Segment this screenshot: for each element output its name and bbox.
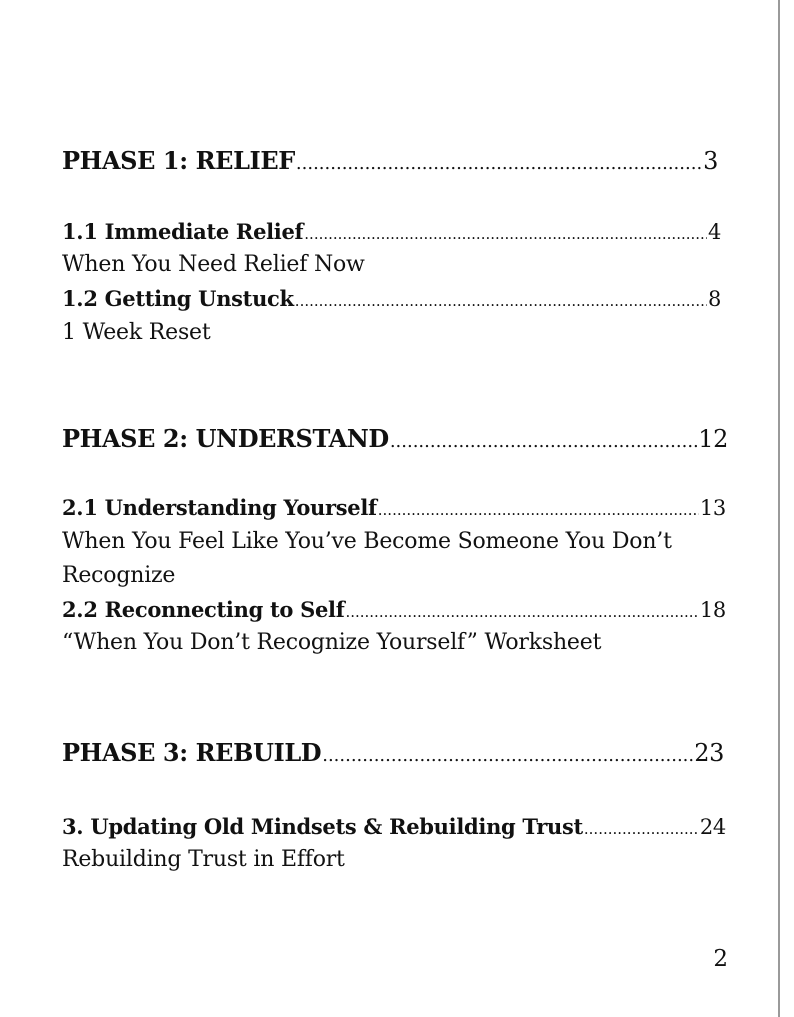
dot-leader bbox=[296, 153, 702, 174]
toc-entry-title: PHASE 1: RELIEF bbox=[62, 146, 295, 175]
toc-entry-subtitle: Rebuilding Trust in Effort bbox=[62, 847, 345, 872]
dot-leader bbox=[390, 431, 697, 452]
toc-entry-page: 12 bbox=[698, 425, 728, 453]
dot-leader bbox=[378, 501, 699, 519]
toc-entry-section-2-1[interactable] bbox=[62, 495, 726, 520]
toc-entry-page: 3 bbox=[703, 147, 718, 175]
toc-entry-page: 8 bbox=[707, 287, 721, 311]
toc-entry-title: 1.1 Immediate Relief bbox=[62, 219, 304, 244]
toc-entry-phase-2[interactable] bbox=[62, 424, 728, 453]
page-edge-rule bbox=[778, 0, 780, 1017]
toc-entry-subtitle: 1 Week Reset bbox=[62, 320, 211, 345]
toc-entry-section-2-2[interactable] bbox=[62, 597, 726, 622]
toc-entry-section-3[interactable] bbox=[62, 814, 726, 839]
dot-leader bbox=[584, 820, 699, 838]
dot-leader bbox=[345, 603, 698, 621]
toc-entry-title: 3. Updating Old Mindsets & Rebuilding Trust bbox=[62, 814, 583, 839]
dot-leader bbox=[304, 225, 707, 243]
toc-entry-title: 2.2 Reconnecting to Self bbox=[62, 597, 345, 622]
toc-entry-subtitle: “When You Don’t Recognize Yourself” Worksheet bbox=[62, 630, 602, 655]
toc-entry-page: 24 bbox=[699, 815, 726, 839]
toc-entry-phase-1[interactable] bbox=[62, 146, 718, 175]
toc-entry-section-1-1[interactable] bbox=[62, 219, 721, 244]
toc-entry-title: PHASE 2: UNDERSTAND bbox=[62, 424, 389, 453]
toc-entry-title: PHASE 3: REBUILD bbox=[62, 738, 322, 767]
dot-leader bbox=[322, 745, 693, 766]
toc-entry-page: 4 bbox=[707, 220, 721, 244]
page-number: 2 bbox=[713, 946, 728, 972]
toc-entry-phase-3[interactable] bbox=[62, 738, 724, 767]
toc-entry-subtitle-continued: Recognize bbox=[62, 563, 176, 588]
toc-entry-subtitle: When You Feel Like You’ve Become Someone You Don’t bbox=[62, 529, 672, 554]
toc-entry-title: 2.1 Understanding Yourself bbox=[62, 495, 377, 520]
toc-entry-subtitle: When You Need Relief Now bbox=[62, 252, 365, 277]
toc-entry-page: 13 bbox=[699, 496, 726, 520]
toc-entry-section-1-2[interactable] bbox=[62, 286, 721, 311]
toc-entry-page: 23 bbox=[694, 739, 724, 767]
toc-entry-page: 18 bbox=[699, 598, 726, 622]
toc-entry-title: 1.2 Getting Unstuck bbox=[62, 286, 294, 311]
dot-leader bbox=[295, 292, 707, 310]
